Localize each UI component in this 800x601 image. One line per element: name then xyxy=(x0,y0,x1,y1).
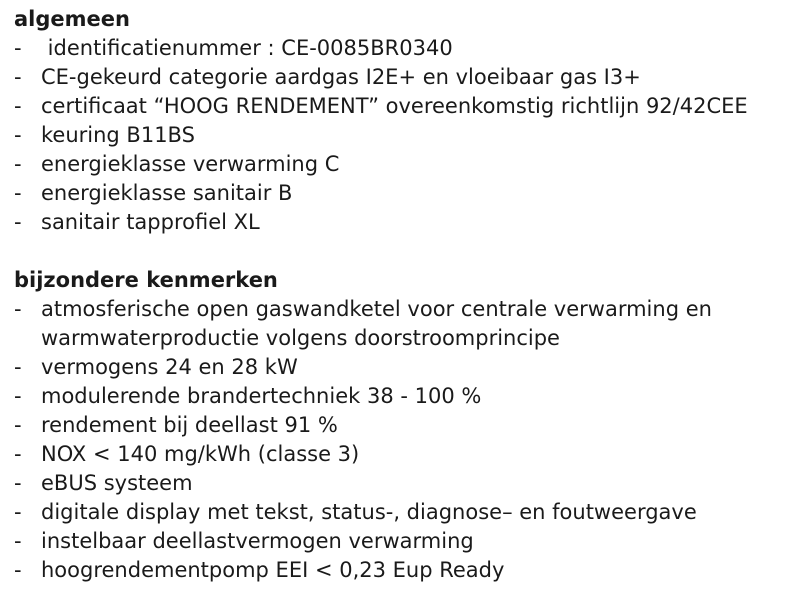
list-item-text: vermogens 24 en 28 kW xyxy=(41,355,298,379)
section-spacer xyxy=(14,237,794,266)
algemeen-list xyxy=(14,34,794,237)
list-item xyxy=(14,295,761,353)
bullet-dash: - xyxy=(14,210,22,234)
list-item-text: modulerende brandertechniek 38 - 100 % xyxy=(41,384,482,408)
list-item-text: atmosferische open gaswandketel voor centrale verwarming en warmwaterproductie volgens doorstroomprincipe xyxy=(41,297,712,350)
list-item xyxy=(14,121,794,150)
list-item xyxy=(14,498,794,527)
bullet-dash: - xyxy=(14,152,22,176)
list-item-text: keuring B11BS xyxy=(41,123,195,147)
list-item-text: energieklasse sanitair B xyxy=(41,181,293,205)
list-item-text: identificatienummer : CE-0085BR0340 xyxy=(41,36,453,60)
list-item xyxy=(14,34,794,63)
list-item xyxy=(14,179,794,208)
list-item-text: rendement bij deellast 91 % xyxy=(41,413,338,437)
list-item xyxy=(14,411,794,440)
list-item xyxy=(14,556,794,585)
list-item xyxy=(14,208,794,237)
list-item-text: CE-gekeurd categorie aardgas I2E+ en vloeibaar gas I3+ xyxy=(41,65,641,89)
list-item-text: NOX < 140 mg/kWh (classe 3) xyxy=(41,442,360,466)
list-item-text: certificaat “HOOG RENDEMENT” overeenkomstig richtlijn 92/42CEE xyxy=(41,94,748,118)
list-item xyxy=(14,150,794,179)
document xyxy=(14,5,794,585)
list-item xyxy=(14,527,794,556)
bullet-dash: - xyxy=(14,65,22,89)
section-heading-bijzondere-kenmerken: bijzondere kenmerken xyxy=(14,268,278,292)
bullet-dash: - xyxy=(14,413,22,437)
bullet-dash: - xyxy=(14,297,22,321)
list-item-text: sanitair tapprofiel XL xyxy=(41,210,260,234)
list-item xyxy=(14,469,794,498)
bullet-dash: - xyxy=(14,471,22,495)
list-item-text: instelbaar deellastvermogen verwarming xyxy=(41,529,474,553)
list-item xyxy=(14,63,794,92)
list-item-text: eBUS systeem xyxy=(41,471,193,495)
list-item xyxy=(14,92,794,121)
bullet-dash: - xyxy=(14,384,22,408)
kenmerken-list xyxy=(14,295,794,585)
bullet-dash: - xyxy=(14,500,22,524)
bullet-dash: - xyxy=(14,94,22,118)
list-item-text: energieklasse verwarming C xyxy=(41,152,340,176)
list-item-text: hoogrendementpomp EEI < 0,23 Eup Ready xyxy=(41,558,505,582)
bullet-dash: - xyxy=(14,558,22,582)
bullet-dash: - xyxy=(14,355,22,379)
list-item xyxy=(14,353,794,382)
list-item-text: digitale display met tekst, status-, diagnose– en foutweergave xyxy=(41,500,697,524)
list-item xyxy=(14,382,794,411)
bullet-dash: - xyxy=(14,442,22,466)
bullet-dash: - xyxy=(14,181,22,205)
bullet-dash: - xyxy=(14,123,22,147)
section-heading-algemeen: algemeen xyxy=(14,7,130,31)
list-item xyxy=(14,440,794,469)
bullet-dash: - xyxy=(14,529,22,553)
bullet-dash: - xyxy=(14,36,22,60)
